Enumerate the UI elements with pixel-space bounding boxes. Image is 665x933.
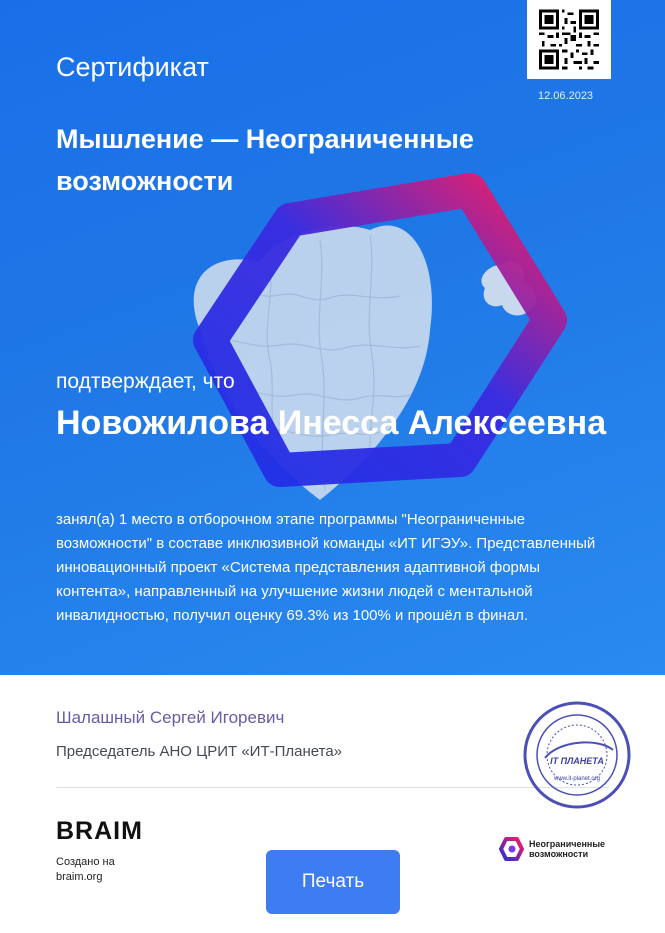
signer-name: Шалашный Сергей Игоревич [56, 708, 285, 727]
certificate-label: Сертификат [56, 52, 209, 82]
certificate-description: занял(а) 1 место в отборочном этапе программы "Неограниченные возможности" в составе инклюзивной команды «ИТ ИГЭУ». Представленный инновационный проект «Система представления адаптивной формы контента», направленный на улучшение жизни людей с ментальной инвалидностью, получил оценку 69.3% из 100% и прошёл в финал. [56, 511, 596, 624]
program-logo-text: Неограниченные возможности [529, 839, 606, 859]
braim-logo[interactable] [56, 817, 160, 843]
holder-name: Новожилова Инесса Алексеевна [56, 404, 607, 442]
stamp-seal-icon [519, 700, 635, 810]
stamp-site: www.it-planet.org [553, 776, 601, 782]
certificate-date: 12.06.2023 [538, 90, 594, 102]
program-title: Мышление — Неограниченные возможности [56, 124, 474, 196]
print-button[interactable]: Печать [266, 850, 400, 914]
signer-title: Председатель АНО ЦРИТ «ИТ-Планета» [56, 743, 343, 760]
braim-logo-text: BRAIM [56, 817, 143, 843]
created-label: Создано на [56, 856, 115, 868]
created-site-link[interactable]: braim.org [56, 871, 103, 883]
stamp-text: IT ПЛАНЕТА [550, 756, 604, 766]
puzzle-hexagon-artwork [170, 170, 590, 510]
qr-code-icon[interactable] [527, 0, 611, 79]
confirm-text: подтверждает, что [56, 370, 235, 393]
program-logo-icon [498, 836, 524, 862]
program-logo [498, 836, 649, 862]
